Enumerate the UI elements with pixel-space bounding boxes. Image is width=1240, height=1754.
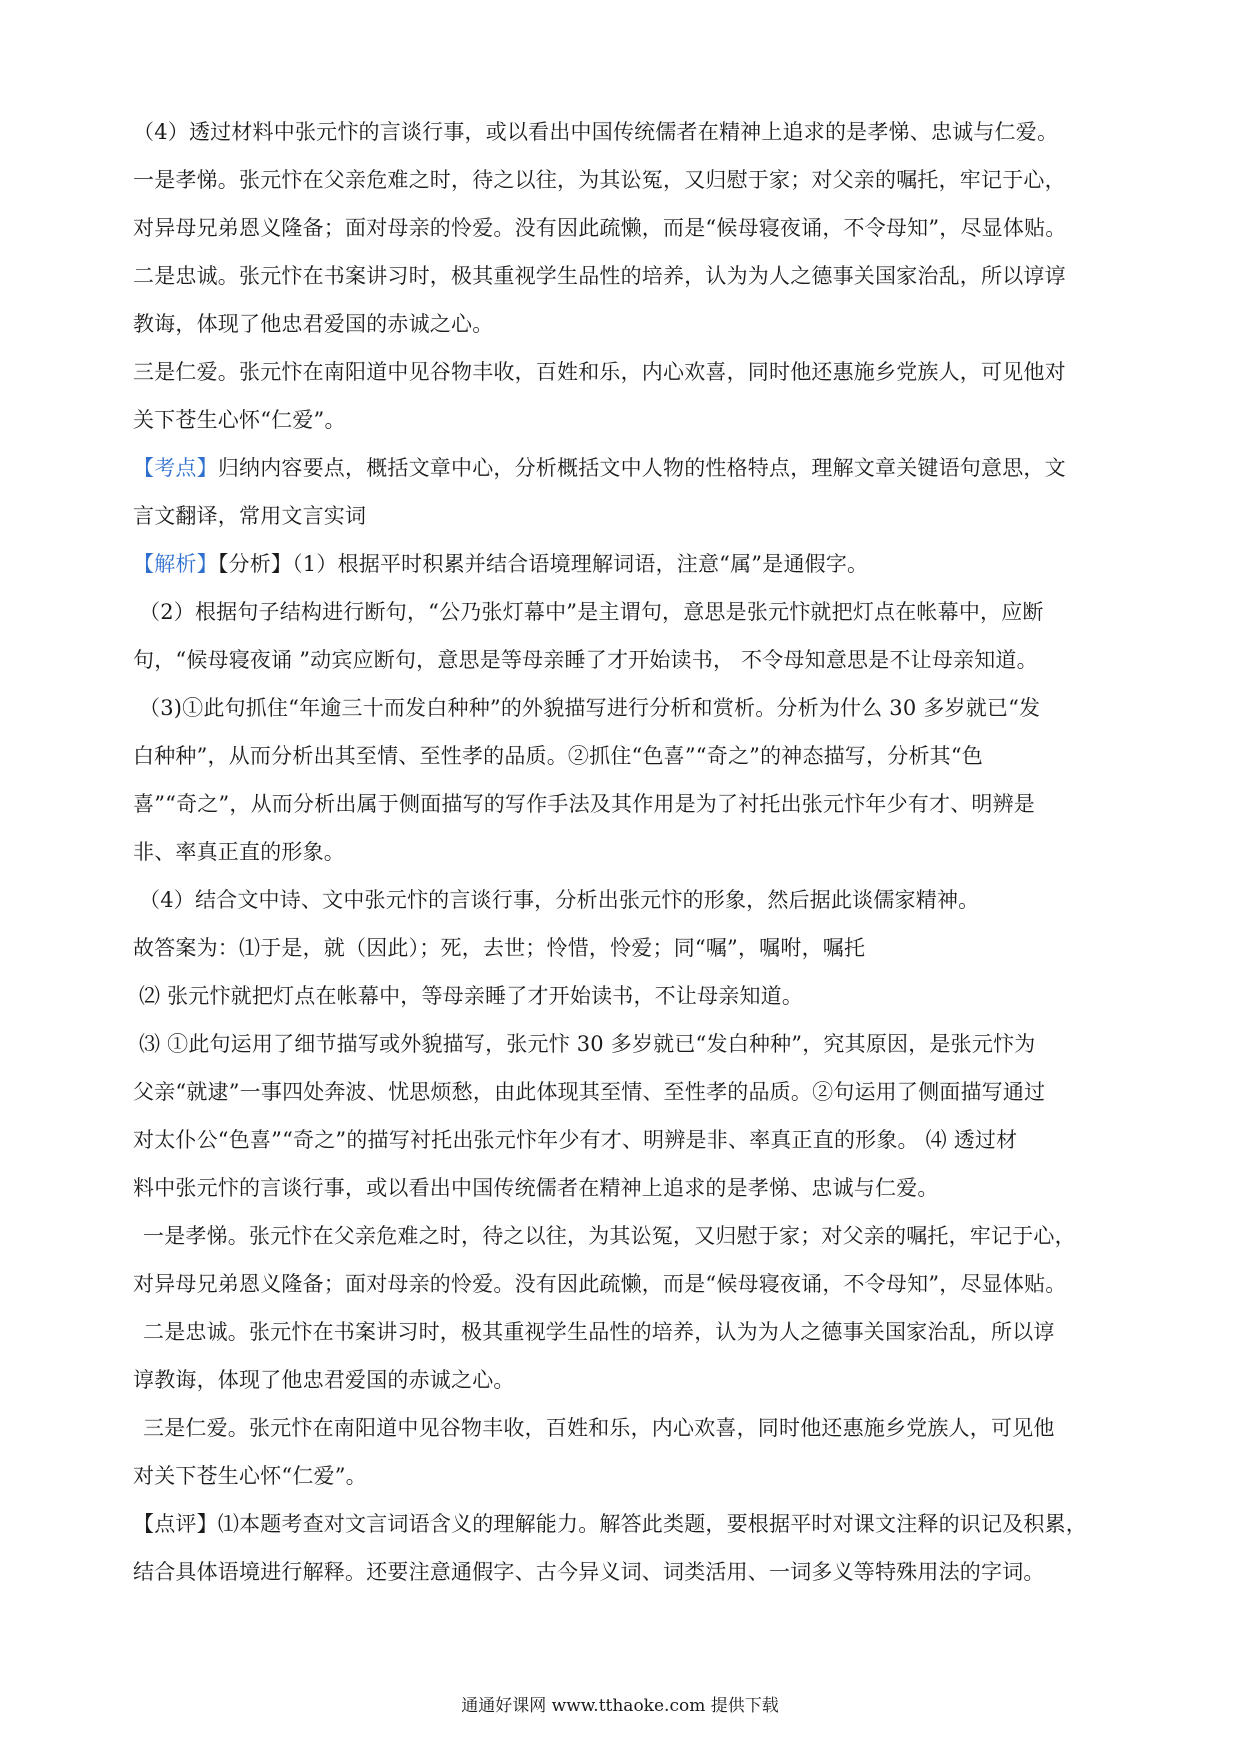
analysis-line: 喜”“奇之”，从而分析出属于侧面描写的写作手法及其作用是为了衬托出张元忭年少有才、明辨是 bbox=[133, 792, 1036, 816]
answer-line: ⑵ 张元忭就把灯点在帐幕中，等母亲睡了才开始读书，不让母亲知道。 bbox=[139, 984, 804, 1008]
text-line: 二是忠诚。张元忭在书案讲习时，极其重视学生品性的培养，认为为人之德事关国家治乱，所以谆谆 bbox=[133, 264, 1066, 288]
answer-line: 三是仁爱。张元忭在南阳道中见谷物丰收，百姓和乐，内心欢喜，同时他还惠施乡党族人，可见他 bbox=[143, 1416, 1055, 1440]
dianping-line-1 bbox=[133, 1510, 1113, 1538]
answer-line: 一是孝悌。张元忭在父亲危难之时，待之以往，为其讼冤，又归慰于家；对父亲的嘱托，牢记于心， bbox=[143, 1224, 1076, 1248]
kaodian-tag: 【考点】 bbox=[133, 456, 218, 480]
answer-line: 对异母兄弟恩义隆备；面对母亲的怜爱。没有因此疏懒，而是“候母寝夜诵，不令母知”，尽显体贴。 bbox=[133, 1272, 1067, 1296]
dianping-line-2: 结合具体语境进行解释。还要注意通假字、古今异义词、词类活用、一词多义等特殊用法的字词。 bbox=[133, 1560, 1045, 1584]
jiexi-tag: 【解析】 bbox=[133, 552, 218, 576]
jiexi-line bbox=[133, 550, 1113, 578]
answer-line: ⑶ ①此句运用了细节描写或外貌描写，张元忭 30 多岁就已“发白种种”，究其原因，是张元忭为 bbox=[139, 1032, 1036, 1056]
kaodian-line-2: 言文翻译，常用文言实词 bbox=[133, 504, 367, 528]
document-body bbox=[133, 118, 1113, 1606]
kaodian-text: 归纳内容要点，概括文章中心，分析概括文中人物的性格特点，理解文章关键语句意思，文 bbox=[217, 456, 1066, 480]
kaodian-line-1 bbox=[133, 454, 1113, 482]
jiexi-text: 【分析】（1）根据平时积累并结合语境理解词语，注意“属”是通假字。 bbox=[217, 552, 869, 576]
answer-line: 对关下苍生心怀“仁爱”。 bbox=[133, 1464, 367, 1488]
analysis-line: （4）结合文中诗、文中张元忭的言谈行事，分析出张元忭的形象，然后据此谈儒家精神。 bbox=[139, 888, 980, 912]
answer-line: 谆教诲，体现了他忠君爱国的赤诚之心。 bbox=[133, 1368, 515, 1392]
text-line: 对异母兄弟恩义隆备；面对母亲的怜爱。没有因此疏懒，而是“候母寝夜诵，不令母知”，尽显体贴。 bbox=[133, 216, 1067, 240]
analysis-line: 句，“候母寝夜诵 ”动宾应断句，意思是等母亲睡了才开始读书， 不令母知意思是不让母亲知道。 bbox=[133, 648, 1038, 672]
answer-line: 故答案为：⑴于是，就（因此）；死，去世；怜惜，怜爱；同“嘱”，嘱咐，嘱托 bbox=[133, 936, 866, 960]
answer-line: 二是忠诚。张元忭在书案讲习时，极其重视学生品性的培养，认为为人之德事关国家治乱，所以谆 bbox=[143, 1320, 1055, 1344]
answer-line: 料中张元忭的言谈行事，或以看出中国传统儒者在精神上追求的是孝悌、忠诚与仁爱。 bbox=[133, 1176, 939, 1200]
analysis-line: 白种种”，从而分析出其至情、至性孝的品质。②抓住“色喜”“奇之”的神态描写，分析其“色 bbox=[133, 744, 984, 768]
dianping-tag: 【点评】 bbox=[133, 1512, 218, 1536]
text-line: 三是仁爱。张元忭在南阳道中见谷物丰收，百姓和乐，内心欢喜，同时他还惠施乡党族人，可见他对 bbox=[133, 360, 1066, 384]
analysis-line: 非、率真正直的形象。 bbox=[133, 840, 345, 864]
text-line: 一是孝悌。张元忭在父亲危难之时，待之以往，为其讼冤，又归慰于家；对父亲的嘱托，牢记于心， bbox=[133, 168, 1066, 192]
analysis-line: （2）根据句子结构进行断句，“公乃张灯幕中”是主谓句，意思是张元忭就把灯点在帐幕中，应断 bbox=[139, 600, 1044, 624]
text-line: 关下苍生心怀“仁爱”。 bbox=[133, 408, 346, 432]
text-line: （4）透过材料中张元忭的言谈行事，或以看出中国传统儒者在精神上追求的是孝悌、忠诚与仁爱。 bbox=[133, 120, 1059, 144]
analysis-line: （3)①此句抓住“年逾三十而发白种种”的外貌描写进行分析和赏析。分析为什么 30 多岁就已“发 bbox=[139, 696, 1041, 720]
answer-line: 对太仆公“色喜”“奇之”的描写衬托出张元忭年少有才、明辨是非、率真正直的形象。 ⑷ 透过材 bbox=[133, 1128, 1018, 1152]
page-footer: 通通好课网 www.tthaoke.com 提供下载 bbox=[461, 1696, 779, 1716]
text-line: 教诲，体现了他忠君爱国的赤诚之心。 bbox=[133, 312, 494, 336]
answer-line: 父亲“就逮”一事四处奔波、忧思烦愁，由此体现其至情、至性孝的品质。②句运用了侧面描写通过 bbox=[133, 1080, 1046, 1104]
dianping-text: ⑴本题考查对文言词语含义的理解能力。解答此类题，要根据平时对课文注释的识记及积累， bbox=[217, 1512, 1088, 1536]
